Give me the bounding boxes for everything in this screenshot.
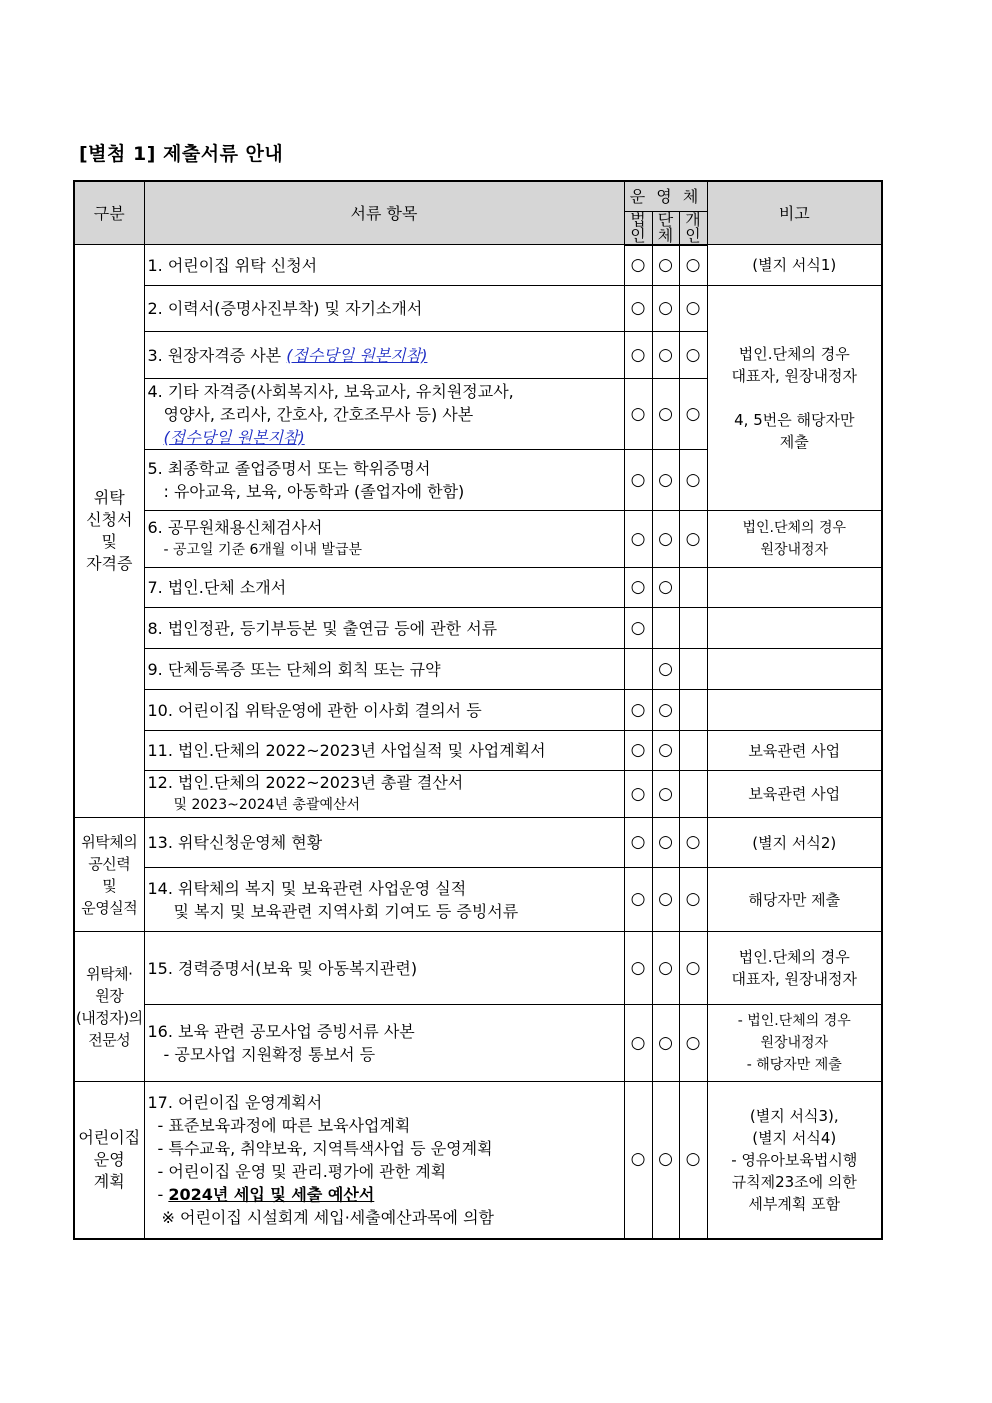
mark-group: ○ <box>652 731 679 771</box>
header-corp: 법인 <box>624 211 652 245</box>
note-1: (별지 서식1) <box>707 245 882 286</box>
note-12: 보육관련 사업 <box>707 771 882 818</box>
mark-individual: ○ <box>679 332 707 379</box>
mark-group: ○ <box>652 868 679 932</box>
mark-corp: ○ <box>624 818 652 868</box>
note-11: 보육관련 사업 <box>707 731 882 771</box>
budget-emphasis: 2024년 세입 및 세출 예산서 <box>168 1184 375 1204</box>
mark-group: ○ <box>652 511 679 568</box>
mark-individual: ○ <box>679 286 707 332</box>
note-15: 법인.단체의 경우 대표자, 원장내정자 <box>707 932 882 1005</box>
header-remarks: 비고 <box>707 181 882 245</box>
row-10: 10. 어린이집 위탁운영에 관한 이사회 결의서 등 <box>144 690 624 731</box>
row-16: 16. 보육 관련 공모사업 증빙서류 사본 - 공모사업 지원확정 통보서 등 <box>144 1005 624 1082</box>
document-table <box>73 180 883 1240</box>
row-11: 11. 법인.단체의 2022~2023년 사업실적 및 사업계획서 <box>144 731 624 771</box>
mark-individual: ○ <box>679 450 707 511</box>
header-individual: 개인 <box>679 211 707 245</box>
mark-corp: ○ <box>624 1082 652 1239</box>
mark-individual: ○ <box>679 1005 707 1082</box>
row-9: 9. 단체등록증 또는 단체의 회칙 또는 규약 <box>144 649 624 690</box>
category-application: 위탁 신청서 및 자격증 <box>74 245 144 818</box>
category-operation-plan: 어린이집 운영 계획 <box>74 1082 144 1239</box>
mark-corp: ○ <box>624 286 652 332</box>
category-expertise: 위탁체· 원장 (내정자)의 전문성 <box>74 932 144 1082</box>
mark-group: ○ <box>652 332 679 379</box>
note-6: 법인.단체의 경우 원장내정자 <box>707 511 882 568</box>
mark-group: ○ <box>652 286 679 332</box>
header-group: 단체 <box>652 211 679 245</box>
header-category: 구분 <box>74 181 144 245</box>
mark-group: ○ <box>652 568 679 608</box>
mark-group: ○ <box>652 932 679 1005</box>
row-14: 14. 위탁체의 복지 및 보육관련 사업운영 실적 및 복지 및 보육관련 지역사회 기여도 등 증빙서류 <box>144 868 624 932</box>
row-3: 3. 원장자격증 사본 (접수당일 원본지참) <box>144 332 624 379</box>
note-14: 해당자만 제출 <box>707 868 882 932</box>
mark-corp: ○ <box>624 379 652 450</box>
mark-individual: ○ <box>679 818 707 868</box>
mark-group: ○ <box>652 379 679 450</box>
mark-group: ○ <box>652 649 679 690</box>
mark-individual: ○ <box>679 245 707 286</box>
mark-group: ○ <box>652 1082 679 1239</box>
page-title: [별첨 1] 제출서류 안내 <box>79 143 284 165</box>
mark-individual: ○ <box>679 379 707 450</box>
mark-group: ○ <box>652 1005 679 1082</box>
note-2-5: 법인.단체의 경우 대표자, 원장내정자 4, 5번은 해당자만 제출 <box>707 286 882 511</box>
mark-group: ○ <box>652 245 679 286</box>
mark-corp: ○ <box>624 1005 652 1082</box>
mark-corp: ○ <box>624 332 652 379</box>
header-operator: 운 영 체 <box>624 181 707 211</box>
emphasis-original: (접수당일 원본지참) <box>286 345 428 365</box>
category-credibility: 위탁체의 공신력 및 운영실적 <box>74 818 144 932</box>
mark-corp: ○ <box>624 245 652 286</box>
mark-group: ○ <box>652 771 679 818</box>
row-17: 17. 어린이집 운영계획서 - 표준보육과정에 따른 보육사업계획 - 특수교육, 취약보육, 지역특색사업 등 운영계획 - 어린이집 운영 및 관리.평가에 관한 계획 - 2024년 세입 및 세출 예산서 ※ 어린이집 시설회계 세입·세출예산과목에 의함 <box>144 1082 624 1239</box>
note-16: - 법인.단체의 경우 원장내정자 - 해당자만 제출 <box>707 1005 882 1082</box>
mark-corp: ○ <box>624 731 652 771</box>
row-5: 5. 최종학교 졸업증명서 또는 학위증명서 : 유아교육, 보육, 아동학과 (졸업자에 한함) <box>144 450 624 511</box>
row-7: 7. 법인.단체 소개서 <box>144 568 624 608</box>
row-13: 13. 위탁신청운영체 현황 <box>144 818 624 868</box>
row-1: 1. 어린이집 위탁 신청서 <box>144 245 624 286</box>
mark-group: ○ <box>652 450 679 511</box>
mark-corp: ○ <box>624 450 652 511</box>
mark-group: ○ <box>652 690 679 731</box>
mark-individual: ○ <box>679 868 707 932</box>
mark-corp: ○ <box>624 690 652 731</box>
mark-corp: ○ <box>624 511 652 568</box>
mark-individual: ○ <box>679 932 707 1005</box>
mark-corp: ○ <box>624 608 652 649</box>
row-15: 15. 경력증명서(보육 및 아동복지관련) <box>144 932 624 1005</box>
header-item: 서류 항목 <box>144 181 624 245</box>
mark-corp: ○ <box>624 568 652 608</box>
note-17: (별지 서식3), (별지 서식4) - 영유아보육법시행 규칙제23조에 의한 세부계획 포함 <box>707 1082 882 1239</box>
row-12: 12. 법인.단체의 2022~2023년 총괄 결산서 및 2023~2024년 총괄예산서 <box>144 771 624 818</box>
mark-corp: ○ <box>624 771 652 818</box>
mark-individual: ○ <box>679 1082 707 1239</box>
mark-group: ○ <box>652 818 679 868</box>
row-2: 2. 이력서(증명사진부착) 및 자기소개서 <box>144 286 624 332</box>
emphasis-original: (접수당일 원본지참) <box>163 427 305 447</box>
mark-corp: ○ <box>624 932 652 1005</box>
note-13: (별지 서식2) <box>707 818 882 868</box>
mark-individual: ○ <box>679 511 707 568</box>
row-8: 8. 법인정관, 등기부등본 및 출연금 등에 관한 서류 <box>144 608 624 649</box>
mark-corp: ○ <box>624 868 652 932</box>
row-4: 4. 기타 자격증(사회복지사, 보육교사, 유치원정교사, 영양사, 조리사, 간호사, 간호조무사 등) 사본 (접수당일 원본지참) <box>144 379 624 450</box>
row-6: 6. 공무원채용신체검사서 - 공고일 기준 6개월 이내 발급분 <box>144 511 624 568</box>
